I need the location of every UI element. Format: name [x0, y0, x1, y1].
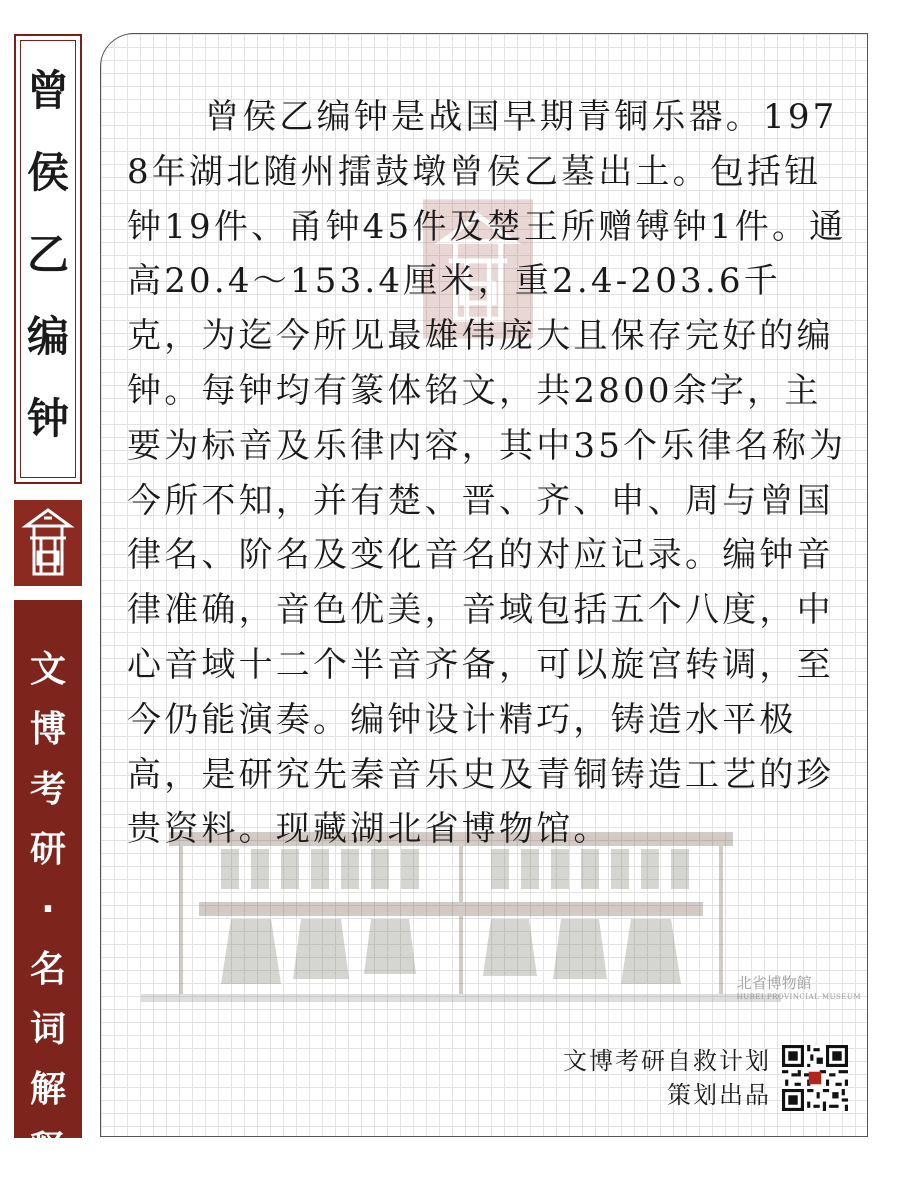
- footer-line-2: 策划出品: [667, 1081, 771, 1109]
- title-char: 曾: [26, 66, 69, 115]
- series-char: 研: [29, 829, 66, 870]
- content-card: [100, 33, 868, 1137]
- series-char: 博: [29, 709, 66, 750]
- museum-watermark-cn: 北省博物館: [736, 974, 812, 992]
- series-char: 文: [29, 649, 66, 690]
- qr-code-icon: [782, 1045, 848, 1111]
- series-char: 释: [29, 1129, 66, 1170]
- series-char: 解: [29, 1069, 66, 1110]
- museum-watermark-en: HUBEI PROVINCIAL MUSEUM: [736, 993, 861, 1001]
- vertical-title: [16, 50, 80, 460]
- definition-text: 曾侯乙编钟是战国早期青铜乐器。1978年湖北随州擂鼓墩曾侯乙墓出土。包括钮钟19件、甬钟45件及楚王所赠镈钟1件。通高20.4～153.4厘米，重2.4-203.6千克，为迄今所见最雄伟庞大且保存完好的编钟。每钟均有篆体铭文，共2800余字，主要为标音及乐律内容，其中35个乐律名称为今所不知，并有楚、晋、齐、申、周与曾国律名、阶名及变化音名的对应记录。编钟音律准确，音色优美，音域包括五个八度，中心音域十二个半音齐备，可以旋宫转调，至今仍能演奏。编钟设计精巧，铸造水平极高，是研究先秦音乐史及青铜铸造工艺的珍贵资料。现藏湖北省博物馆。: [127, 97, 847, 850]
- title-char: 钟: [26, 394, 69, 443]
- museum-watermark: [737, 972, 861, 1001]
- building-seal-icon: [14, 500, 82, 586]
- title-char: 编: [26, 312, 69, 361]
- series-char: ·: [41, 889, 55, 930]
- footer-line-1: 文博考研自救计划: [563, 1047, 771, 1075]
- series-char: 考: [29, 769, 66, 810]
- vertical-series-label: [14, 640, 82, 1180]
- title-box: [14, 34, 82, 484]
- title-char: 侯: [26, 148, 69, 197]
- title-char: 乙: [26, 230, 69, 279]
- footer-credit: [563, 1044, 771, 1112]
- series-tag: [14, 600, 82, 1170]
- series-char: 词: [29, 1009, 66, 1050]
- series-char: 名: [29, 949, 66, 990]
